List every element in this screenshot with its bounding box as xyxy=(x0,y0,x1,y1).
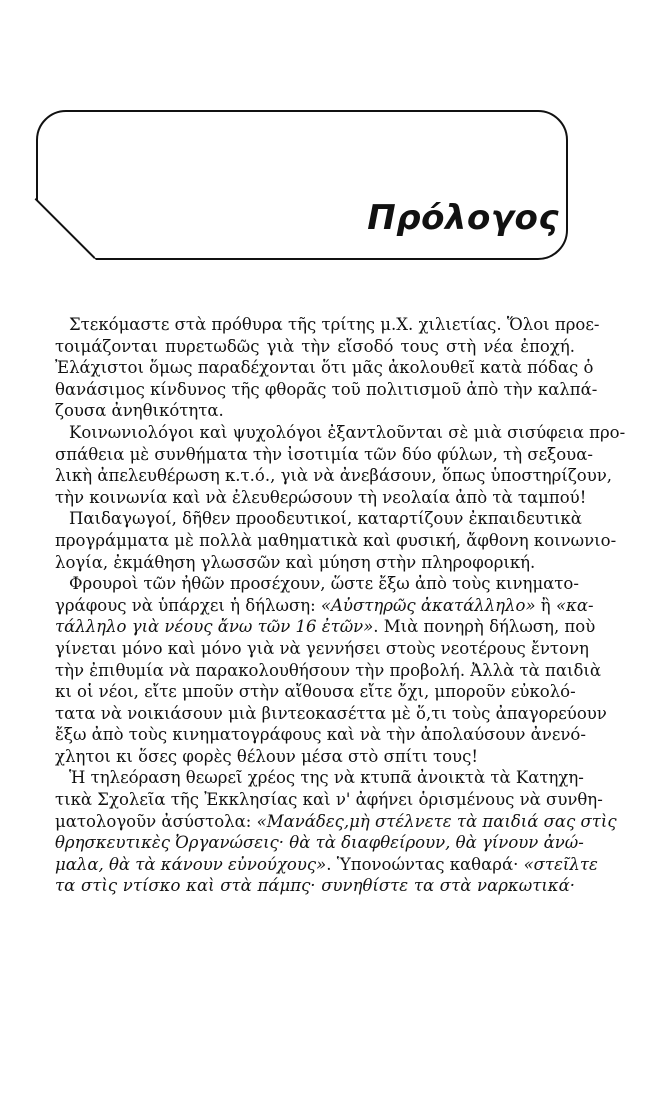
text-line-content: θανάσιμος κίνδυνος τῆς φθορᾶς τοῦ πολιτισμοῦ ἀπὸ τὴν καλπά- xyxy=(55,379,598,399)
text-line xyxy=(55,552,575,574)
text-line xyxy=(55,854,598,876)
text-phrase: ἢ xyxy=(535,595,556,615)
text-line xyxy=(55,638,589,660)
text-line-content: λικὴ ἀπελευθέρωση κ.τ.ό., γιὰ νὰ ἀνεβάσουν, ὅπως ὑποστηρίζουν, xyxy=(55,466,613,486)
text-phrase: . Ὑπονοώντας καθαρά· xyxy=(326,854,524,874)
italic-phrase: τα στὶς ντίσκο καὶ στὰ πάμπς· συνηθίστε τα στὰ ναρκωτικά· xyxy=(55,876,575,896)
text-line-content: τοιμάζονται πυρετωδῶς γιὰ τὴν εἴσοδό τους στὴ νέα ἐποχή. xyxy=(55,336,575,356)
text-line xyxy=(55,832,584,854)
text-line-content: τικὰ Σχολεῖα τῆς Ἐκκλησίας καὶ ν' ἀφήνει ὁρισμένους νὰ συνθη- xyxy=(55,790,603,810)
text-line xyxy=(55,336,575,358)
text-line-content: Φρουροὶ τῶν ἠθῶν προσέχουν, ὥστε ἔξω ἀπὸ τοὺς κινηματο- xyxy=(69,574,579,594)
text-line xyxy=(55,724,586,746)
text-line xyxy=(55,530,617,552)
italic-phrase: θρησκευτικὲς Ὀργανώσεις· θὰ τὰ διαφθείρουν, θὰ γίνουν ἀνώ- xyxy=(55,833,584,853)
text-phrase: γράφους νὰ ὑπάρχει ἡ δήλωση: xyxy=(55,595,321,615)
text-line-content: γίνεται μόνο καὶ μόνο γιὰ νὰ γεννήσει στοὺς νεοτέρους ἔντονη xyxy=(55,638,589,658)
text-line xyxy=(55,746,575,768)
text-line xyxy=(55,444,593,466)
text-line-content: ἔξω ἀπὸ τοὺς κινηματογράφους καὶ νὰ τὴν ἀπολαύσουν ἀνενό- xyxy=(55,725,586,745)
text-line-content: Στεκόμαστε στὰ πρόθυρα τῆς τρίτης μ.Χ. χιλιετίας. Ὅλοι προε- xyxy=(69,315,600,334)
italic-phrase: μαλα, θὰ τὰ κάνουν εὐνούχους» xyxy=(55,854,327,874)
text-line xyxy=(55,789,603,811)
text-line xyxy=(55,465,613,487)
text-line-content: Ἡ τηλεόραση θεωρεῖ χρέος της νὰ κτυπᾶ ἀνοικτὰ τὰ Κατηχη- xyxy=(69,768,584,788)
text-line-content: τατα νὰ νοικιάσουν μιὰ βιντεοκασέττα μὲ ὅ,τι τοὺς ἀπαγορεύουν xyxy=(55,703,607,723)
text-line xyxy=(55,487,587,509)
text-line-content: ζουσα ἀνηθικότητα. xyxy=(55,401,224,421)
italic-phrase: «κα- xyxy=(555,595,594,615)
text-line-content: Ἐλάχιστοι ὅμως παραδέχονται ὅτι μᾶς ἀκολουθεῖ κατὰ πόδας ὁ xyxy=(55,358,594,378)
text-line xyxy=(55,314,600,336)
italic-phrase: «Αὐστηρῶς ἀκατάλληλο» xyxy=(320,595,536,615)
text-line xyxy=(55,767,584,789)
text-line-content xyxy=(55,595,594,617)
text-line xyxy=(55,660,602,682)
text-line-content: τὴν κοινωνία καὶ νὰ ἐλευθερώσουν τὴ νεολαία ἀπὸ τὰ ταμπού! xyxy=(55,487,587,507)
italic-phrase: «στεῖλτε xyxy=(523,854,598,874)
text-line xyxy=(55,422,626,444)
text-line xyxy=(55,379,598,401)
text-line xyxy=(55,616,596,638)
italic-phrase: τάλληλο γιὰ νέους ἄνω τῶν 16 ἐτῶν» xyxy=(55,617,374,637)
text-line-content xyxy=(55,854,598,876)
text-phrase: ματολογοῦν ἀσύστολα: xyxy=(55,811,257,831)
text-line-content: σπάθεια μὲ συνθήματα τὴν ἰσοτιμία τῶν δύο φύλων, τὴ σεξουα- xyxy=(55,444,593,464)
page-title: Πρόλογος xyxy=(367,198,559,238)
text-line-content xyxy=(55,616,596,638)
text-line xyxy=(55,811,617,833)
text-line xyxy=(55,595,594,617)
text-line xyxy=(55,875,575,897)
text-line xyxy=(55,357,594,379)
text-line-content: τὴν ἐπιθυμία νὰ παρακολουθήσουν τὴν προβολή. Ἀλλὰ τὰ παιδιὰ xyxy=(55,660,602,680)
text-line xyxy=(55,508,582,530)
text-line xyxy=(55,703,607,725)
text-line-content: προγράμματα μὲ πολλὰ μαθηματικὰ καὶ φυσική, ἄφθονη κοινωνιο- xyxy=(55,530,617,550)
text-line-content xyxy=(55,811,617,833)
text-line-content xyxy=(55,832,584,854)
text-line-content: χλητοι κι ὅσες φορὲς θέλουν μέσα στὸ σπίτι τους! xyxy=(55,746,478,766)
text-line-content: κι οἱ νέοι, εἴτε μποῦν στὴν αἴθουσα εἴτε ὄχι, μποροῦν εὐκολό- xyxy=(55,682,576,702)
text-line xyxy=(55,681,575,703)
italic-phrase: «Μανάδες,μὴ στέλνετε τὰ παιδιά σας στὶς xyxy=(256,811,617,831)
text-line xyxy=(55,573,579,595)
text-phrase: . Μιὰ πονηρὴ δήλωση, ποὺ xyxy=(373,617,596,637)
body-text xyxy=(55,314,626,897)
text-line-content xyxy=(55,875,575,897)
text-line-content: λογία, ἐκμάθηση γλωσσῶν καὶ μύηση στὴν πληροφορική. xyxy=(55,552,536,572)
text-line xyxy=(55,400,575,422)
text-line-content: Παιδαγωγοί, δῆθεν προοδευτικοί, καταρτίζουν ἐκπαιδευτικὰ xyxy=(69,509,582,529)
text-line-content: Κοινωνιολόγοι καὶ ψυχολόγοι ἐξαντλοῦνται σὲ μιὰ σισύφεια προ- xyxy=(69,422,626,442)
